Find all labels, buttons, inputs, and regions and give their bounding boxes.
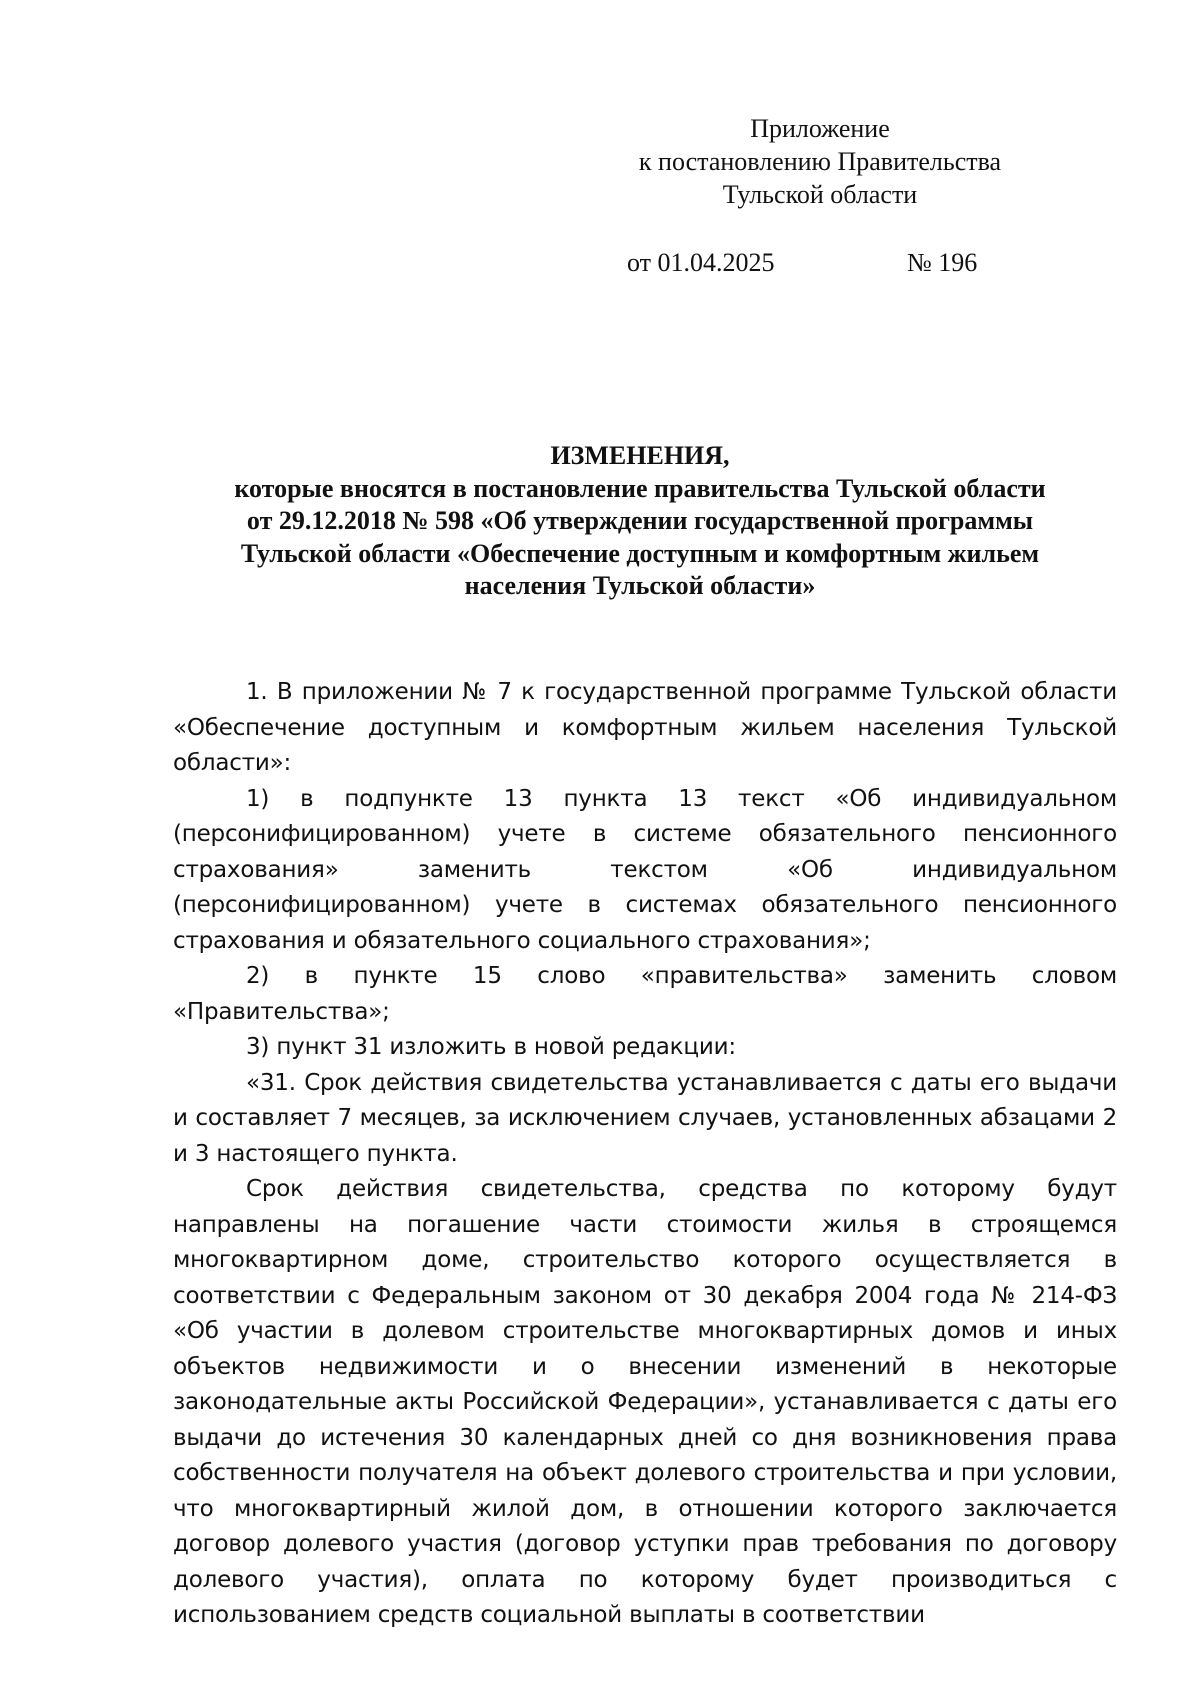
body-paragraph: Срок действия свидетельства, средства по которому будут направлены на погашение части стоимости жилья в строящемся многоквартирном доме, строительство которого осуществляется в соответствии с Федеральным законом от 30 декабря 2004 года № 214-ФЗ «Об участии в долевом строительстве многоквартирных домов и иных объектов недвижимости и о внесении изменений в некоторые законодательные акты Российской Федерации», устанавливается с даты его выдачи до истечения 30 календарных дней со дня возникновения права собственности получателя на объект долевого строительства и при условии, что многоквартирный жилой дом, в отношении которого заключается договор долевого участия (договор уступки прав требования по договору долевого участия), оплата по которому будет производиться с использованием средств социальной выплаты в соответствии [173,1176,1117,1628]
body-paragraph: «31. Срок действия свидетельства устанавливается с даты его выдачи и составляет 7 месяцев, за исключением случаев, установленных абзацами 2 и 3 настоящего пункта. [173,1069,1117,1167]
resolution-date: от 01.04.2025 [627,248,775,277]
appendix-line: Тульской области [722,180,918,209]
title-line: от 29.12.2018 № 598 «Об утверждении государственной программы [246,506,1034,535]
appendix-header [600,112,1040,211]
appendix-line: Приложение [750,114,890,143]
resolution-number: № 196 [907,248,978,277]
title-line: которые вносятся в постановление правительства Тульской области [234,473,1046,503]
document-title [160,440,1120,603]
body-paragraph: 1. В приложении № 7 к государственной программе Тульской области «Обеспечение доступным и комфортным жильем населения Тульской области»: [173,679,1117,776]
body-paragraph: 1) в подпункте 13 пункта 13 текст «Об индивидуальном (персонифицированном) учете в системе обязательного пенсионного страхования» заменить текстом «Об индивидуальном (персонифицированном) учете в системах обязательного пенсионного страхования и обязательного социального страхования»; [173,785,1117,954]
title-line: ИЗМЕНЕНИЯ, [550,441,730,470]
body-paragraph: 3) пункт 31 изложить в новой редакции: [246,1034,736,1060]
appendix-line: к постановлению Правительства [638,147,1002,176]
body-paragraph: 2) в пункте 15 слово «правительства» заменить словом «Правительства»; [173,963,1117,1025]
document-body [173,675,1117,1634]
title-line: населения Тульской области» [464,571,816,600]
title-line: Тульской области «Обеспечение доступным и комфортным жильем [240,538,1040,568]
